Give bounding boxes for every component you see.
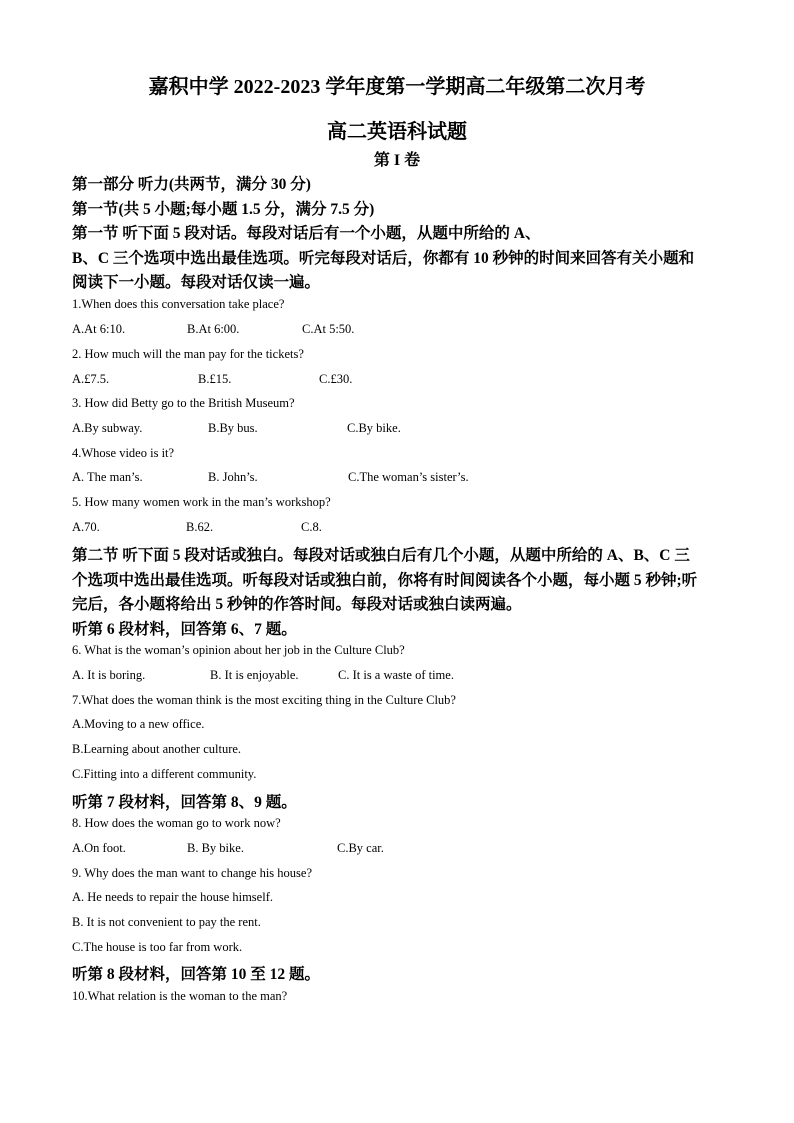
section1-instruction-line: 阅读下一小题。每段对话仅读一遍。 bbox=[72, 274, 321, 291]
section2-instruction-line: 完后，各小题将给出 5 秒钟的作答时间。每段对话或独白读两遍。 bbox=[72, 596, 522, 613]
option-a: A.At 6:10. bbox=[72, 322, 126, 336]
question-9-text: 9. Why does the man want to change his house? bbox=[72, 866, 312, 880]
option-c: C.8. bbox=[301, 520, 322, 534]
option-a: A. The man’s. bbox=[72, 470, 143, 484]
part1-heading: 第一部分 听力(共两节，满分 30 分) bbox=[72, 176, 311, 193]
question-5-text: 5. How many women work in the man’s workshop? bbox=[72, 495, 331, 509]
option-c: C.At 5:50. bbox=[302, 322, 355, 336]
section2-instruction-line: 第二节 听下面 5 段对话或独白。每段对话或独白后有几个小题，从题中所给的 A、B、C 三 bbox=[72, 547, 690, 564]
option-c: C. It is a waste of time. bbox=[338, 668, 454, 682]
volume-label: 第 I 卷 bbox=[373, 152, 421, 169]
option-c: C.Fitting into a different community. bbox=[72, 767, 257, 781]
option-b: B. John’s. bbox=[208, 470, 258, 484]
option-a: A.By subway. bbox=[72, 421, 143, 435]
option-c: C.By car. bbox=[337, 841, 384, 855]
option-a: A.On foot. bbox=[72, 841, 126, 855]
option-a: A.£7.5. bbox=[72, 372, 110, 386]
option-c: C.The woman’s sister’s. bbox=[348, 470, 469, 484]
option-b: B.Learning about another culture. bbox=[72, 742, 242, 756]
question-3-text: 3. How did Betty go to the British Museum? bbox=[72, 396, 295, 410]
option-a: A. He needs to repair the house himself. bbox=[72, 890, 273, 904]
option-c: C.£30. bbox=[319, 372, 353, 386]
option-b: B.By bus. bbox=[208, 421, 258, 435]
option-c: C.The house is too far from work. bbox=[72, 940, 243, 954]
option-a: A.Moving to a new office. bbox=[72, 717, 205, 731]
option-b: B.62. bbox=[186, 520, 214, 534]
material-8-heading: 听第 8 段材料，回答第 10 至 12 题。 bbox=[72, 966, 321, 983]
option-a: A.70. bbox=[72, 520, 100, 534]
question-7-text: 7.What does the woman think is the most exciting thing in the Culture Club? bbox=[72, 693, 456, 707]
question-4-text: 4.Whose video is it? bbox=[72, 446, 175, 460]
option-a: A. It is boring. bbox=[72, 668, 146, 682]
section1-instruction-line: 第一节 听下面 5 段对话。每段对话后有一个小题，从题中所给的 A、 bbox=[72, 225, 541, 242]
question-8-text: 8. How does the woman go to work now? bbox=[72, 816, 281, 830]
option-b: B. It is not convenient to pay the rent. bbox=[72, 915, 261, 929]
option-b: B. By bike. bbox=[187, 841, 244, 855]
question-6-text: 6. What is the woman’s opinion about her job in the Culture Club? bbox=[72, 643, 405, 657]
section2-instruction-line: 个选项中选出最佳选项。听每段对话或独白前，你将有时间阅读各个小题，每小题 5 秒钟;听 bbox=[72, 572, 698, 589]
question-2-text: 2. How much will the man pay for the tickets? bbox=[72, 347, 304, 361]
section1-heading: 第一节(共 5 小题;每小题 1.5 分，满分 7.5 分) bbox=[72, 201, 375, 218]
option-b: B.At 6:00. bbox=[187, 322, 240, 336]
option-b: B.£15. bbox=[198, 372, 232, 386]
question-1-text: 1.When does this conversation take place? bbox=[72, 297, 285, 311]
option-b: B. It is enjoyable. bbox=[210, 668, 299, 682]
question-10-text: 10.What relation is the woman to the man? bbox=[72, 989, 288, 1003]
material-6-heading: 听第 6 段材料，回答第 6、7 题。 bbox=[72, 621, 297, 638]
material-7-heading: 听第 7 段材料，回答第 8、9 题。 bbox=[72, 794, 297, 811]
option-c: C.By bike. bbox=[347, 421, 401, 435]
exam-title: 嘉积中学 2022-2023 学年度第一学期高二年级第二次月考 bbox=[148, 76, 646, 98]
exam-subtitle: 高二英语科试题 bbox=[327, 121, 467, 143]
section1-instruction-line: B、C 三个选项中选出最佳选项。听完每段对话后，你都有 10 秒钟的时间来回答有关小题和 bbox=[72, 250, 695, 267]
